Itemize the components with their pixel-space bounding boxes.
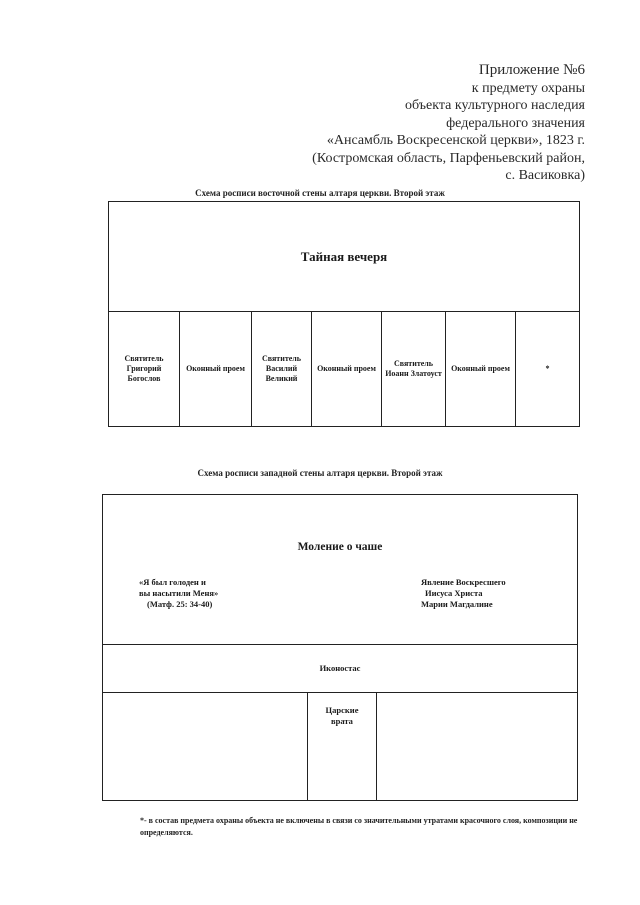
east-cell-saint-gregory: Святитель Григорий Богослов: [124, 354, 164, 383]
header-line: к предмету охраны: [471, 80, 585, 96]
header-line: объекта культурного наследия: [405, 98, 585, 113]
royal-gates-cell: [307, 693, 377, 800]
west-wall-top-row: [103, 495, 577, 645]
west-left-line: вы насытили Меня»: [139, 588, 219, 598]
east-cell-saint-basil: Святитель Василий Великий: [251, 312, 311, 426]
west-wall-caption: Схема росписи западной стены алтаря церкви. Второй этаж: [197, 468, 443, 478]
west-wall-iconostasis-row: [103, 645, 577, 693]
west-left-inscription: [139, 577, 218, 610]
east-cell-window-1: Оконный проем: [179, 312, 251, 426]
east-cell-window-3: Оконный проем: [445, 312, 515, 426]
royal-gates-label: Царские врата: [325, 705, 359, 726]
east-cell-saint-john: Святитель Иоанн Златоуст: [381, 312, 445, 426]
header-line: Приложение №6: [478, 62, 585, 78]
west-wall-bottom-row: [103, 693, 577, 800]
west-bottom-left-cell: [103, 693, 307, 800]
west-right-line: Марии Магдалине: [421, 599, 493, 609]
header-line: «Ансамбль Воскресенской церкви», 1823 г.: [326, 133, 585, 148]
east-wall-cells-row: [109, 312, 579, 426]
west-right-line: Иисуса Христа: [425, 588, 483, 598]
west-bottom-right-cell: [377, 693, 577, 800]
iconostasis-label: Иконостас: [319, 663, 361, 673]
west-right-inscription: [421, 577, 506, 610]
west-left-line: «Я был голоден и: [139, 577, 206, 587]
east-wall-caption: Схема росписи восточной стены алтаря церкви. Второй этаж: [195, 188, 445, 198]
header-line: с. Васиковка): [505, 168, 585, 183]
west-wall-title: Моление о чаше: [297, 541, 383, 553]
east-cell-undetermined: *: [515, 312, 579, 426]
document-header: [312, 62, 585, 185]
east-wall-title-row: [109, 202, 579, 312]
header-line: федерального значения: [446, 115, 585, 131]
footnote: *- в состав предмета охраны объекта не включены в связи со значительными утратами красочного слоя, композиции не определяются.: [140, 816, 578, 837]
west-wall-scheme: [102, 494, 578, 801]
east-cell-window-2: Оконный проем: [311, 312, 381, 426]
east-wall-scheme: [108, 201, 580, 427]
header-line: (Костромская область, Парфеньевский район,: [312, 150, 585, 166]
west-left-line: (Матф. 25: 34-40): [147, 599, 213, 609]
west-right-line: Явление Воскресшего: [421, 577, 506, 587]
east-wall-title: Тайная вечеря: [300, 248, 388, 264]
